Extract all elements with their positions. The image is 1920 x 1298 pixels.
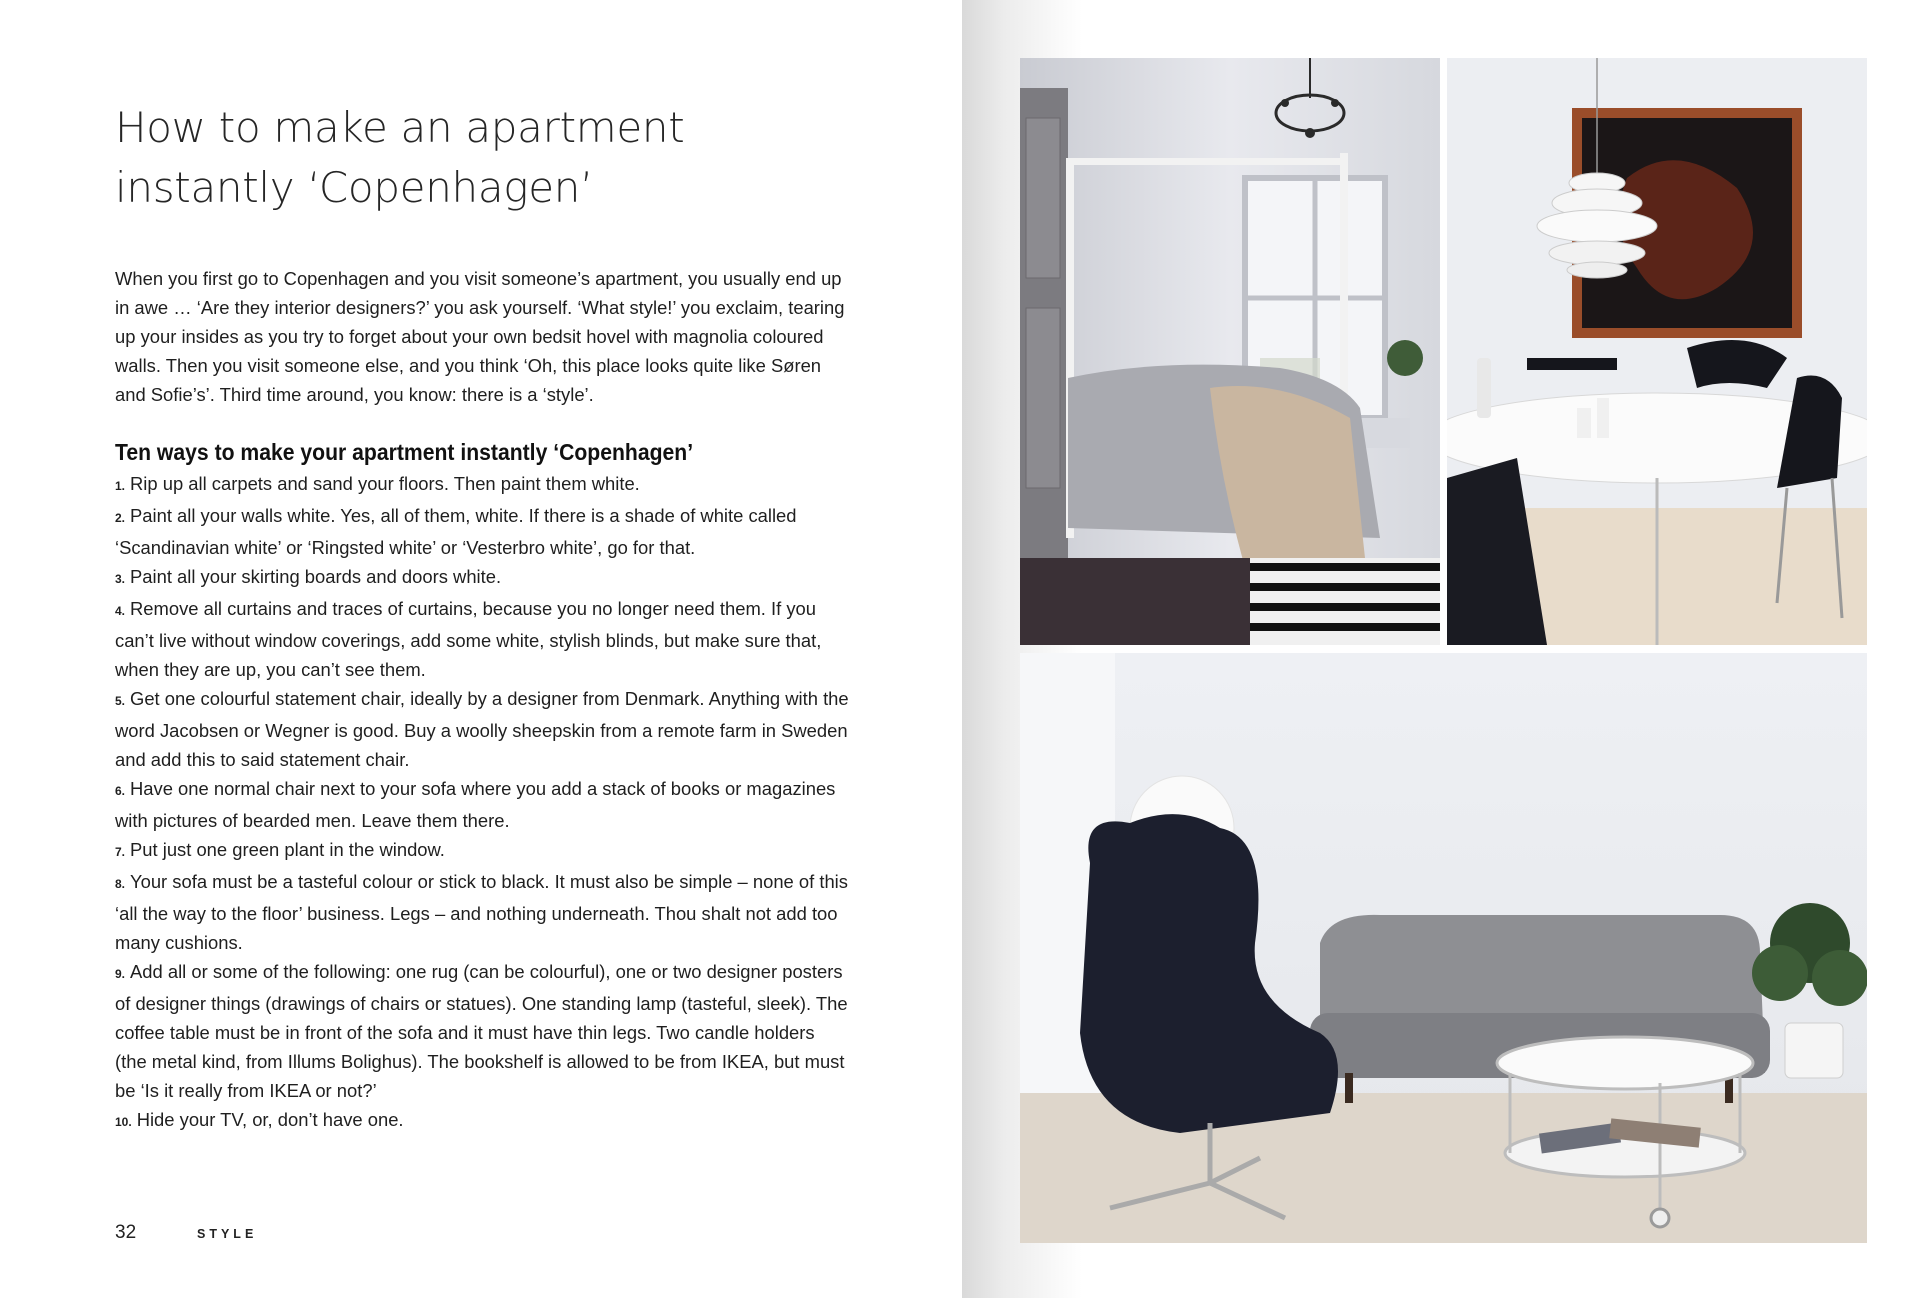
tip-item bbox=[115, 867, 849, 957]
tip-item bbox=[115, 501, 849, 562]
dining-illustration bbox=[1447, 58, 1867, 645]
tip-number: 7. bbox=[115, 845, 126, 859]
tip-item bbox=[115, 774, 849, 835]
tip-number: 5. bbox=[115, 694, 126, 708]
tips-list bbox=[115, 469, 849, 1137]
title-line-1: How to make an apartment bbox=[115, 103, 685, 152]
section-label: STYLE bbox=[197, 1227, 258, 1241]
tip-text: Paint all your skirting boards and doors white. bbox=[130, 566, 502, 587]
candle-holder bbox=[1597, 398, 1609, 438]
tip-text: Get one colourful statement chair, ideally by a designer from Denmark. Anything with the word Jacobsen or Wegner is good. Buy a woolly sheepskin from a remote farm in Sweden and add this to said statement chair. bbox=[115, 688, 849, 770]
living-room-illustration bbox=[1020, 653, 1867, 1243]
tip-number: 10. bbox=[115, 1115, 132, 1129]
tip-number: 9. bbox=[115, 967, 126, 981]
door-panel bbox=[1026, 308, 1060, 488]
bedroom-illustration bbox=[1020, 58, 1440, 645]
page-number: 32 bbox=[115, 1222, 137, 1243]
tip-text: Your sofa must be a tasteful colour or stick to black. It must also be simple – none of this ‘all the way to the floor’ business. Legs – and nothing underneath. Thou shalt not add too many cushions. bbox=[115, 871, 848, 953]
bedroom-photo bbox=[1020, 58, 1440, 645]
tip-number: 4. bbox=[115, 604, 126, 618]
tip-number: 1. bbox=[115, 479, 126, 493]
tip-item bbox=[115, 562, 849, 594]
dining-photo bbox=[1447, 58, 1867, 645]
tip-text: Add all or some of the following: one rug (can be colourful), one or two designer posters of designer things (drawings of chairs or statues). One standing lamp (tasteful, sleek). The coffee table must be in front of the sofa and it must have thin legs. Two candle holders (the metal kind, from Illums Bolighus). The bookshelf is allowed to be from IKEA, but must be ‘Is it really from IKEA or not?’ bbox=[115, 961, 848, 1101]
living-room-photo bbox=[1020, 653, 1867, 1243]
tip-item bbox=[115, 835, 849, 867]
bedroom-floor bbox=[1020, 558, 1250, 645]
tip-text: Rip up all carpets and sand your floors. Then paint them white. bbox=[130, 473, 640, 494]
tip-text: Remove all curtains and traces of curtains, because you no longer need them. If you can’t live without window coverings, add some white, stylish blinds, but make sure that, when they are up, you can’t see them. bbox=[115, 598, 822, 680]
tips-heading: Ten ways to make your apartment instantly ‘Copenhagen’ bbox=[115, 439, 694, 465]
plant-icon bbox=[1387, 340, 1423, 376]
intro-paragraph: When you first go to Copenhagen and you visit someone’s apartment, you usually end up in awe … ‘Are they interior designers?’ you ask yourself. ‘What style!’ you exclaim, tearing up your insides as you try to forget about your own bedsit hovel with magnolia coloured walls. Then you visit someone else, and you think ‘Oh, this place looks quite like Søren and Sofie’s’. Third time around, you know: there is a ‘style’. bbox=[115, 268, 845, 405]
paper-towel-holder bbox=[1477, 358, 1491, 418]
tip-number: 2. bbox=[115, 511, 126, 525]
tip-item bbox=[115, 594, 849, 684]
tip-text: Paint all your walls white. Yes, all of them, white. If there is a shade of white called ‘Scandinavian white’ or ‘Ringsted white’ or ‘Vesterbro white’, go for that. bbox=[115, 505, 797, 558]
tip-number: 8. bbox=[115, 877, 126, 891]
title-line-2: instantly ‘Copenhagen’ bbox=[115, 163, 594, 212]
striped-rug bbox=[1250, 558, 1440, 645]
candle-holder bbox=[1577, 408, 1591, 438]
tip-item bbox=[115, 469, 849, 501]
tip-text: Put just one green plant in the window. bbox=[130, 839, 445, 860]
tip-text: Hide your TV, or, don’t have one. bbox=[136, 1109, 404, 1130]
door-panel bbox=[1026, 118, 1060, 278]
tip-item bbox=[115, 684, 849, 774]
chair-back bbox=[1527, 358, 1617, 370]
tip-text: Have one normal chair next to your sofa where you add a stack of books or magazines with pictures of bearded men. Leave them there. bbox=[115, 778, 836, 831]
tip-item bbox=[115, 1105, 849, 1137]
tip-number: 6. bbox=[115, 784, 126, 798]
tip-number: 3. bbox=[115, 572, 126, 586]
tip-item bbox=[115, 957, 849, 1105]
page-title bbox=[115, 98, 835, 218]
